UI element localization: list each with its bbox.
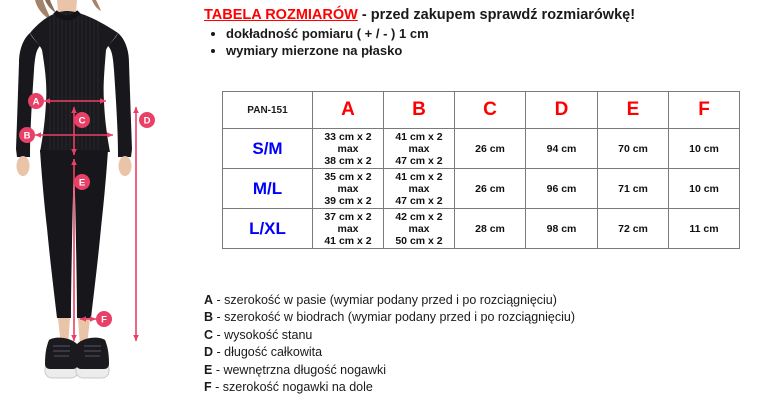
cell-line: max [408,222,430,235]
legend-item-E [204,362,575,379]
measure-letter-B: B [23,130,31,142]
product-code: PAN-151 [223,92,313,129]
cell-ml-A [313,169,384,209]
cell-line: 47 cm x 2 [395,194,443,207]
legend-text: - długość całkowita [213,345,323,360]
cell-line: max [337,182,359,195]
size-label-sm: S/M [223,129,313,169]
measure-letter-D: D [143,115,151,127]
legend-item-B [204,309,575,326]
hand-right [119,156,132,176]
notes-list [204,26,429,59]
legend-item-F [204,379,575,396]
measure-total-length-arrow [133,107,155,341]
cell-line: 41 cm x 2 [324,234,372,247]
cell-line: 41 cm x 2 [395,130,443,143]
model-photo [0,0,190,411]
size-label-ml: M/L [223,169,313,209]
cell-lxl-D: 98 cm [526,209,598,249]
cell-ml-E: 71 cm [598,169,669,209]
cell-lxl-A [313,209,384,249]
cell-sm-E: 70 cm [598,129,669,169]
measure-letter-E: E [78,177,86,189]
legend-letter: F [204,380,212,395]
cell-line: max [337,222,359,235]
cell-sm-B [384,129,455,169]
legend-letter: A [204,293,214,307]
legend-letter: D [204,345,214,360]
legend-item-A [204,292,575,309]
cell-line: 41 cm x 2 [395,170,443,183]
cell-sm-A [313,129,384,169]
cell-lxl-E: 72 cm [598,209,669,249]
legend-letter: E [204,362,213,377]
cell-line: 38 cm x 2 [324,154,372,167]
legend-text: - szerokość w biodrach (wymiar podany przed i po rozciągnięciu) [213,310,575,325]
legend-item-C [204,327,575,344]
measure-letter-A: A [32,96,40,108]
cell-line: 47 cm x 2 [395,154,443,167]
legend-item-D [204,344,575,361]
cell-sm-D: 94 cm [526,129,598,169]
cell-lxl-B [384,209,455,249]
cell-line: 39 cm x 2 [324,194,372,207]
col-header-C: C [455,92,526,129]
note-measured-flat: • wymiary mierzone na płasko [226,43,429,60]
sweater-sleeve-right [108,33,132,157]
col-header-E: E [598,92,669,129]
legend-text: - wysokość stanu [213,327,313,342]
page-title-highlight: TABELA ROZMIARÓW [204,7,358,23]
col-header-F: F [669,92,740,129]
cell-ml-D: 96 cm [526,169,598,209]
table-row-lxl [223,209,740,249]
col-header-D: D [526,92,598,129]
legend-text: - wewnętrzna długość nogawki [212,362,387,377]
measure-letter-F: F [101,314,107,326]
cell-lxl-C: 28 cm [455,209,526,249]
cell-ml-C: 26 cm [455,169,526,209]
page-title-rest: - przed zakupem sprawdź rozmiarówkę! [357,7,636,23]
col-header-A: A [313,92,384,129]
cell-ml-F: 10 cm [669,169,740,209]
legend-letter: C [204,327,214,342]
cell-sm-F: 10 cm [669,129,740,169]
page-title [204,7,635,23]
cell-ml-B [384,169,455,209]
sneakers [45,338,109,378]
cell-lxl-F: 11 cm [669,209,740,249]
measure-letter-C: C [78,115,86,127]
table-header-row [223,92,740,129]
legend-text: - szerokość nogawki na dole [211,380,373,395]
cell-line: 50 cm x 2 [395,234,443,247]
cell-sm-C: 26 cm [455,129,526,169]
col-header-B: B [384,92,455,129]
hand-left [17,156,30,176]
cell-line: max [337,142,359,155]
cell-line: 35 cm x 2 [324,170,372,183]
cell-line: 33 cm x 2 [324,130,372,143]
legend-text: - szerokość w pasie (wymiar podany przed i po rozciągnięciu) [213,293,557,307]
table-row-sm [223,129,740,169]
cell-line: max [408,182,430,195]
cell-line: 37 cm x 2 [324,210,372,223]
legend-letter: B [204,310,214,325]
cell-line: max [408,142,430,155]
cell-line: 42 cm x 2 [395,210,443,223]
size-table [222,91,740,249]
size-label-lxl: L/XL [223,209,313,249]
note-measure-accuracy: • dokładność pomiaru ( + / - ) 1 cm [226,26,429,43]
table-row-ml [223,169,740,209]
measurement-legend [204,292,575,396]
